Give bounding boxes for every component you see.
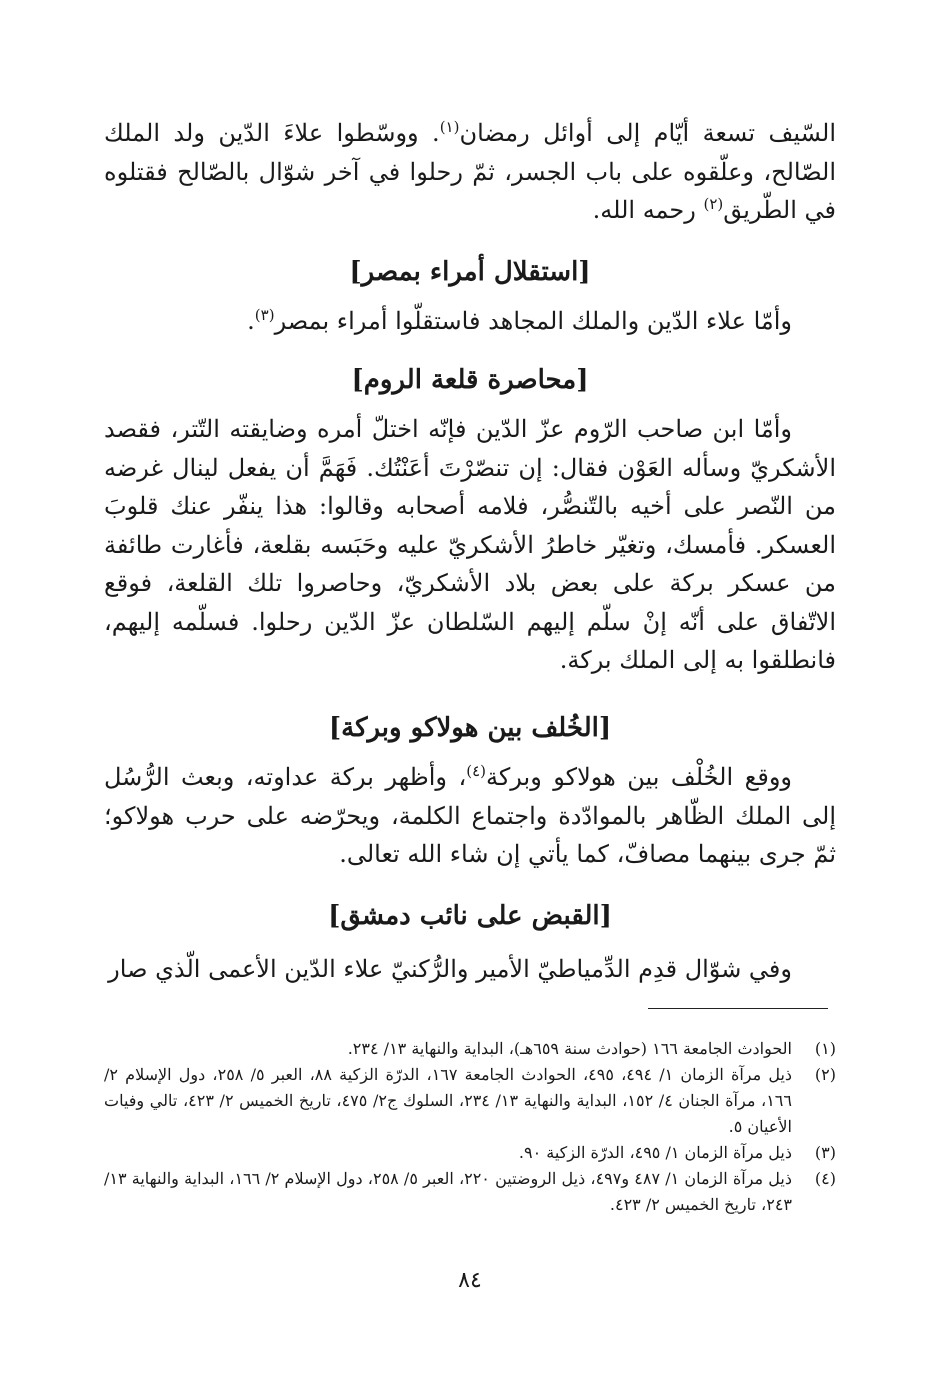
paragraph: وفي شوّال قدِم الدِّمياطيّ الأمير والرُّكنيّ علاء الدّين الأعمى الّذي صار [108,955,792,983]
section-heading: [استقلال أمراء بمصر] [349,257,591,287]
footnote [104,1062,836,1140]
section-heading: [القبض على نائب دمشق] [328,901,612,931]
paragraph: وأمّا ابن صاحب الرّوم عزّ الدّين فإنّه اختلّ أمره وضايقته التّتر، فقصد الأشكريّ وسأله العَوْن فقال: إن تنصّرْتَ أعَنْتُك. فَهَمَّ أن يفعل لينال غرضه من النّصر على أخيه بالتّنصُّر، فلامه أصحابه وقالوا: هذا ينفّر عنك قلوبَ العسكر. فأمسك، وتغيّر خاطرُ الأشكريّ عليه وحَبَسه بقلعة، فأغارت طائفة من عسكر بركة على بعض بلاد الأشكريّ، وحاصروا تلك القلعة، فوقع الاتّفاق على أنّه إنْ سلّم إليهم السّلطان عزّ الدّين رحلوا. فسلّمه إليهم، فانطلقوا به إلى الملك بركة. [104,415,836,674]
paragraph-text: . ووسّطوا علاءَ الدّين ولد الملك الصّالح، وعلّقوه على باب الجسر، ثمّ رحلوا في آخر شوّال بالصّالح فقتلوه في الطّريق [104,119,836,224]
paragraph-continuation [104,114,836,230]
footnote-number: (١) [814,1039,836,1058]
paragraph-text: وأمّا علاء الدّين والملك المجاهد فاستقلّوا أمراء بمصر [274,307,792,335]
paragraph-text: ، وأظهر بركة عداوته، وبعث الرُّسُل إلى الملك الظّاهر بالموادّدة واجتماع الكلمة، ويحرّضه على حرب هولاكو؛ ثمّ جرى بينهما مصافّ، كما يأتي إن شاء الله تعالى. [104,763,836,868]
footnote-text: الحوادث الجامعة ١٦٦ (حوادث سنة ٦٥٩هـ)، البداية والنهاية ١٣/ ٢٣٤. [347,1039,792,1058]
paragraph-text: . [247,307,255,335]
footnote [104,1036,836,1062]
footnote [104,1166,836,1218]
footnote-number: (٤) [814,1169,836,1188]
footnote-reference: (٢) [703,195,724,213]
footnote-reference: (٣) [254,306,275,324]
footnote-text: ذيل مرآة الزمان ١/ ٤٨٧ و٤٩٧، ذيل الروضتين ٢٢٠، العبر ٥/ ٢٥٨، دول الإسلام ٢/ ١٦٦، البداية والنهاية ١٣/ ٢٤٣، تاريخ الخميس ٢/ ٤٢٣. [104,1169,792,1214]
footnote-text: ذيل مرآة الزمان ١/ ٤٩٥، الدرّة الزكية ٩٠. [518,1143,792,1162]
footnote-number: (٢) [814,1065,836,1084]
paragraph-text: رحمه الله. [592,196,704,224]
footnote-separator [648,1008,828,1009]
footnote [104,1140,836,1166]
paragraph-text: ووقع الخُلْف بين هولاكو وبركة [486,763,793,791]
page-number: ٨٤ [458,1268,482,1293]
section-heading: [محاصرة قلعة الروم] [351,365,589,395]
paragraph [104,758,836,874]
footnote-reference: (٤) [466,762,486,780]
footnote-reference: (١) [439,118,460,136]
section-heading: [الخُلف بين هولاكو وبركة] [328,713,612,743]
paragraph-text: السّيف تسعة أيّام إلى أوائل رمضان [459,119,836,147]
paragraph [104,302,836,341]
footnotes [104,1036,836,1218]
footnote-text: ذيل مرآة الزمان ١/ ٤٩٤، ٤٩٥، الحوادث الجامعة ١٦٧، الدرّة الزكية ٨٨، العبر ٥/ ٢٥٨، دول الإسلام ٢/ ١٦٦، مرآة الجنان ٤/ ١٥٢، البداية والنهاية ١٣/ ٢٣٤، السلوك ج٢/ ٤٧٥، تاريخ الخميس ٢/ ٤٢٣، تالي وفيات الأعيان ٥. [104,1065,793,1136]
footnote-number: (٣) [814,1143,836,1162]
